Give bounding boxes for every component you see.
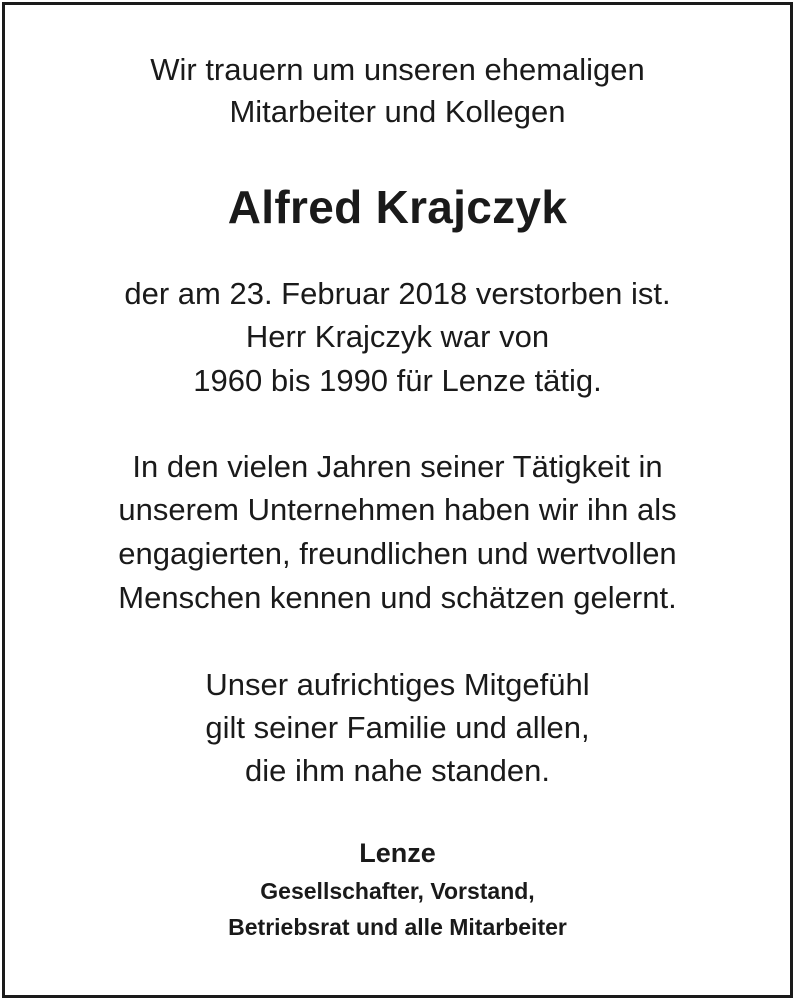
condolence-line-1: Unser aufrichtiges Mitgefühl [205,667,590,702]
intro-line-1: Wir trauern um unseren ehemaligen [150,52,645,87]
death-line-1: der am 23. Februar 2018 verstorben ist. [124,276,671,311]
death-line-2: Herr Krajczyk war von [245,319,550,354]
signature-line-2: Betriebsrat und alle Mitarbeiter [228,914,567,940]
signature-company: Lenze [359,838,436,868]
tribute-line-3: engagierten, freundlichen und wertvollen [118,536,677,571]
tribute-line-2: unserem Unternehmen haben wir ihn als [118,492,677,527]
deceased-name: Alfred Krajczyk [227,181,568,233]
signature-line-1: Gesellschafter, Vorstand, [260,878,535,904]
condolence-line-2: gilt seiner Familie und allen, [205,710,590,745]
condolence-line-3: die ihm nahe standen. [244,753,551,788]
intro-line-2: Mitarbeiter und Kollegen [229,94,566,129]
tribute-line-1: In den vielen Jahren seiner Tätigkeit in [132,449,663,484]
tribute-line-4: Menschen kennen und schätzen gelernt. [118,580,677,615]
death-line-3: 1960 bis 1990 für Lenze tätig. [193,363,602,398]
